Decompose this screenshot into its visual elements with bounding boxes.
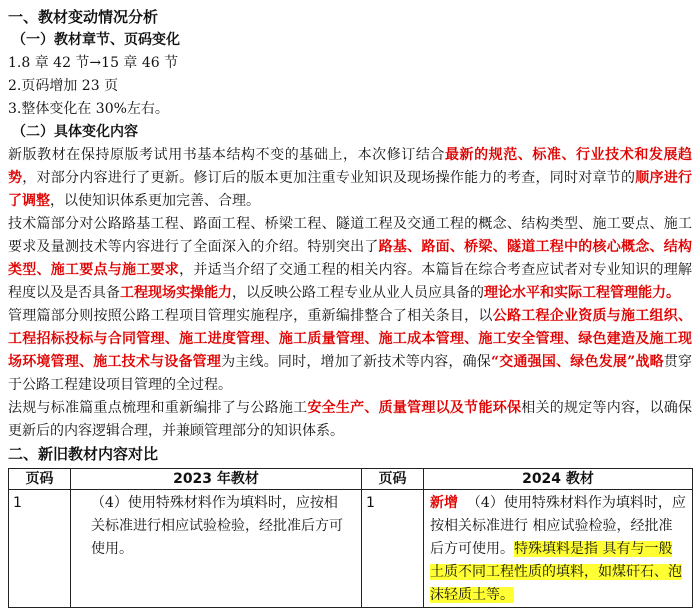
highlighted-new-text: 特殊填料是指 具有与一般土质不同工程性质的填料，如煤矸石、泡沫轻质土等。 [430, 541, 682, 603]
p3-emphasis-1: 公路工程企业资质与施工组织、工程招标投标与合同管理、施工进度管理、施工质量管理、施工成本管理、施工安全管理、绿色建造及施工现场环境管理、施工技术与设备管理 [8, 308, 693, 370]
p3-text-1: 管理篇部分则按照公路工程项目管理实施程序，重新编排整合了相关条目，以 [8, 308, 493, 324]
paragraph-3 [8, 305, 692, 397]
header-2023: 2023 年教材 [71, 469, 362, 490]
p1-emphasis-2: 顺序进行了调整 [8, 170, 693, 209]
cell-text-2023: （4）使用特殊材料作为填料时，应按相关标准进行相应试验检验，经批准后方可使用。 [71, 490, 362, 608]
p2-text-3: ，以反映公路工程专业从业人员应具备的 [232, 285, 484, 301]
p4-text-1: 法规与标准篇重点梳理和重新编排了与公路施工 [8, 400, 308, 416]
header-page-new: 页码 [362, 469, 424, 490]
paragraph-1 [8, 144, 692, 213]
new-text: （4）使用特殊材料作为填料时，应按相关标准进行 相应试验检验，经批准后方可使用。 [430, 495, 686, 557]
cell-text-2024 [424, 490, 693, 608]
p2-emphasis-1: 路基、路面、桥梁、隧道工程中的核心概念、结构类型、施工要点与施工要求 [8, 239, 693, 278]
header-page-old: 页码 [9, 469, 71, 490]
table-header-row [9, 469, 693, 490]
change-item-1: 1.8 章 42 节→15 章 46 节 [8, 55, 179, 71]
p1-text-2: ，对部分内容进行了更新。修订后的版本更加注重专业知识及现场操作能力的考查，同时对章节的 [22, 170, 636, 186]
p2-text-1: 技术篇部分对公路路基工程、路面工程、桥梁工程、隧道工程及交通工程的概念、结构类型、施工要点、施工要求及量测技术等内容进行了全面深入的介绍。特别突出了 [8, 216, 692, 255]
table-row [9, 490, 693, 608]
sub2-heading: （二）具体变化内容 [12, 124, 138, 140]
paragraph-4 [8, 397, 692, 443]
cell-page-old: 1 [9, 490, 71, 608]
p2-emphasis-3: 理论水平和实际工程管理能力。 [484, 285, 680, 301]
comparison-table [8, 468, 693, 608]
p1-text-1: 新版教材在保持原版考试用书基本结构不变的基础上，本次修订结合 [8, 147, 445, 163]
section2-heading: 二、新旧教材内容对比 [8, 445, 159, 463]
section1-heading: 一、教材变动情况分析 [8, 8, 159, 26]
cell-page-new: 1 [362, 490, 424, 608]
change-item-2: 2.页码增加 23 页 [8, 78, 119, 94]
p4-emphasis-1: 安全生产、质量管理以及节能环保 [307, 400, 522, 416]
paragraph-2 [8, 213, 692, 305]
sub1-heading: （一）教材章节、页码变化 [12, 32, 180, 48]
p1-emphasis-1: 最新的规范、标准、行业技术和发展趋势 [8, 147, 693, 186]
p2-text-2: ，并适当介绍了交通工程的相关内容。本篇旨在综合考查应试者对专业知识的理解程度以及是否具备 [8, 262, 693, 301]
p3-text-2: 为主线。同时，增加了新技术等内容，确保 [221, 354, 492, 370]
p1-text-3: ，以使知识体系更加完善、合理。 [50, 193, 260, 209]
p3-text-3: 贯穿于公路工程建设项目管理的全过程。 [8, 354, 693, 393]
new-tag-badge: 新增 [430, 495, 458, 511]
header-2024: 2024 教材 [424, 469, 693, 490]
p4-text-2: 相关的规定等内容，以确保更新后的内容逻辑合理，并兼顾管理部分的知识体系。 [8, 400, 693, 439]
p3-emphasis-2: “交通强国、绿色发展”战略 [491, 354, 664, 370]
change-item-3: 3.整体变化在 30%左右。 [8, 101, 169, 117]
p2-emphasis-2: 工程现场实操能力 [120, 285, 232, 301]
